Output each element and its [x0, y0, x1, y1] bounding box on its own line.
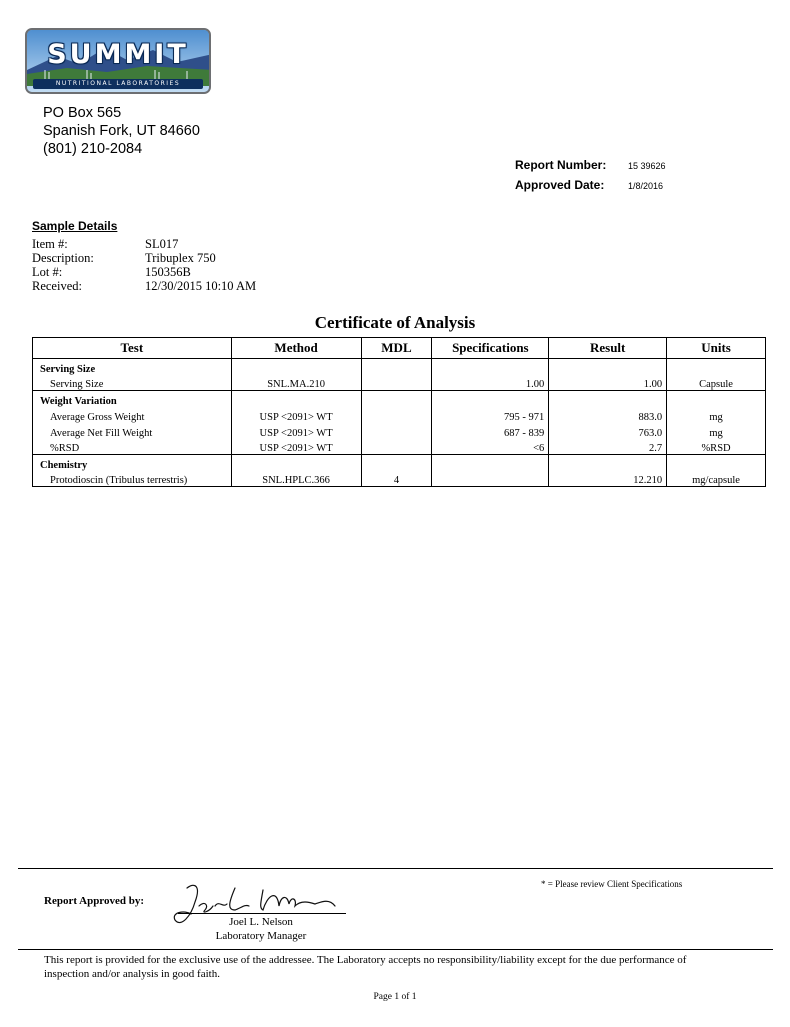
test-cell: Protodioscin (Tribulus terrestris) [33, 471, 232, 487]
report-meta [515, 158, 666, 198]
sample-details [32, 237, 256, 293]
disclaimer-text: This report is provided for the exclusive use of the addressee. The Laboratory accepts no responsibility/liability except for the due performance of inspection and/or analysis in good faith. [44, 954, 687, 980]
result-cell: 883.0 [549, 407, 667, 423]
sample-detail-value: SL017 [145, 237, 179, 251]
address-line-po-box: PO Box 565 [43, 105, 122, 121]
units-cell: mg [667, 407, 766, 423]
spec-cell: <6 [432, 439, 549, 455]
mdl-cell [361, 439, 432, 455]
group-name: Serving Size [33, 359, 232, 375]
mdl-cell [361, 375, 432, 391]
client-spec-note: * = Please review Client Specifications [541, 879, 683, 889]
address-line-phone: (801) 210-2084 [43, 141, 143, 157]
signer-block [178, 915, 344, 943]
sample-detail-key: Lot #: [32, 265, 63, 279]
table-row [33, 375, 766, 391]
sample-detail-key: Description: [32, 251, 94, 265]
table-header-row [33, 338, 766, 359]
method-cell: USP <2091> WT [231, 439, 361, 455]
units-cell: mg [667, 423, 766, 439]
method-cell: SNL.HPLC.366 [231, 471, 361, 487]
table-row [33, 423, 766, 439]
spec-cell: 795 - 971 [432, 407, 549, 423]
sample-detail-row [32, 279, 256, 293]
result-cell: 2.7 [549, 439, 667, 455]
mdl-cell [361, 423, 432, 439]
approved-by-label: Report Approved by: [44, 895, 145, 907]
test-cell: Serving Size [33, 375, 232, 391]
signature-line [178, 913, 346, 914]
sample-detail-row [32, 251, 256, 265]
group-header-row [33, 391, 766, 407]
group-header-row [33, 359, 766, 375]
spec-cell: 687 - 839 [432, 423, 549, 439]
units-cell: mg/capsule [667, 471, 766, 487]
report-number-label: Report Number: [515, 158, 607, 172]
summit-logo [25, 28, 211, 94]
footer-divider-top [18, 868, 773, 869]
address-line-city: Spanish Fork, UT 84660 [43, 123, 200, 139]
spec-cell [432, 471, 549, 487]
test-cell: %RSD [33, 439, 232, 455]
table-row [33, 407, 766, 423]
sample-detail-key: Item #: [32, 237, 68, 251]
table-row [33, 471, 766, 487]
sample-detail-value: Tribuplex 750 [145, 251, 216, 265]
logo-wordmark: SUMMIT [47, 39, 189, 70]
group-name: Weight Variation [33, 391, 232, 407]
group-name: Chemistry [33, 455, 232, 471]
certificate-title: Certificate of Analysis [314, 313, 476, 332]
column-header: MDL [361, 338, 432, 359]
sample-details-heading: Sample Details [32, 219, 118, 233]
column-header: Specifications [432, 338, 549, 359]
result-cell: 12.210 [549, 471, 667, 487]
signer-title: Laboratory Manager [215, 930, 307, 942]
column-header: Result [549, 338, 667, 359]
report-number-value: 15 39626 [628, 161, 666, 171]
method-cell: USP <2091> WT [231, 407, 361, 423]
mdl-cell [361, 407, 432, 423]
method-cell: USP <2091> WT [231, 423, 361, 439]
sample-detail-value: 12/30/2015 10:10 AM [145, 279, 257, 293]
mdl-cell: 4 [361, 471, 432, 487]
analysis-table [32, 337, 766, 487]
group-header-row [33, 455, 766, 471]
result-cell: 763.0 [549, 423, 667, 439]
result-cell: 1.00 [549, 375, 667, 391]
lab-address [43, 104, 200, 158]
sample-detail-key: Received: [32, 279, 82, 293]
spec-cell: 1.00 [432, 375, 549, 391]
column-header: Test [33, 338, 232, 359]
approved-date-value: 1/8/2016 [628, 181, 664, 191]
test-cell: Average Gross Weight [33, 407, 232, 423]
table-row [33, 439, 766, 455]
page-number: Page 1 of 1 [373, 992, 417, 1002]
logo-subtitle: NUTRITIONAL LABORATORIES [33, 79, 203, 89]
column-header: Method [231, 338, 361, 359]
test-cell: Average Net Fill Weight [33, 423, 232, 439]
method-cell: SNL.MA.210 [231, 375, 361, 391]
units-cell: Capsule [667, 375, 766, 391]
sample-detail-value: 150356B [145, 265, 191, 279]
units-cell: %RSD [667, 439, 766, 455]
footer-divider-bottom [18, 949, 773, 950]
sample-detail-row [32, 265, 256, 279]
sample-detail-row [32, 237, 256, 251]
column-header: Units [667, 338, 766, 359]
signer-name: Joel L. Nelson [229, 916, 293, 928]
approved-date-label: Approved Date: [515, 178, 605, 192]
